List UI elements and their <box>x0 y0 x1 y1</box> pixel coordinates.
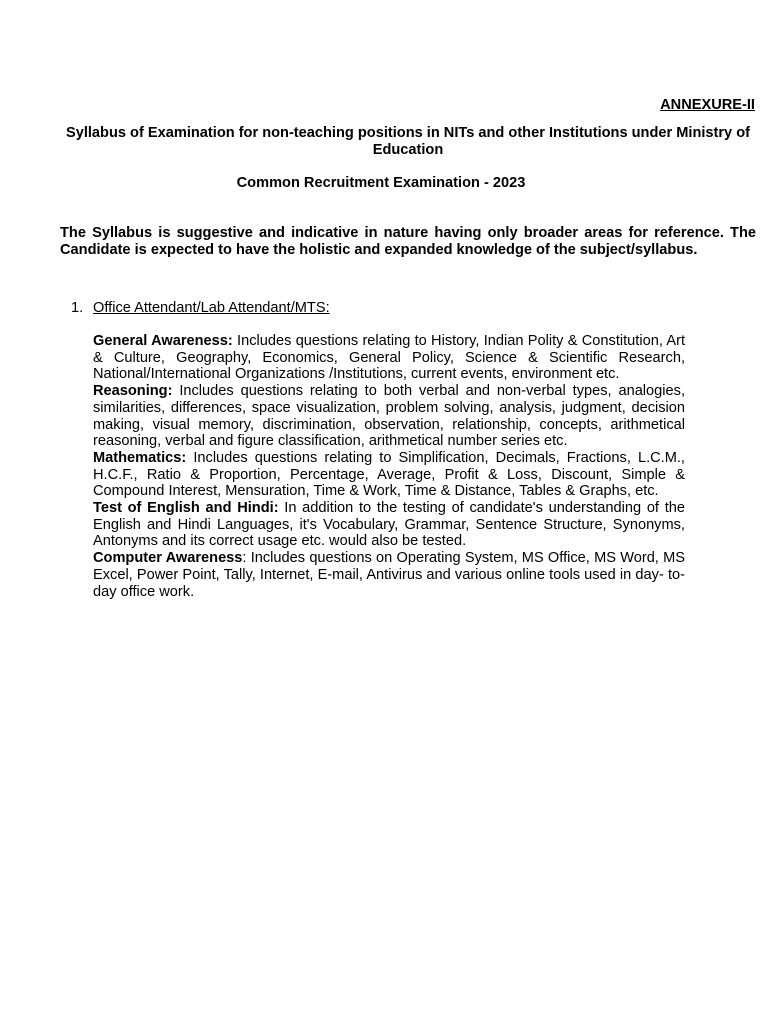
topic-computer-awareness <box>93 550 685 600</box>
topic-title: General Awareness: <box>93 333 233 349</box>
section-title: Office Attendant/Lab Attendant/MTS: <box>93 300 330 316</box>
annexure-label: ANNEXURE-II <box>660 97 755 113</box>
section-content <box>93 333 685 600</box>
topic-title: Test of English and Hindi: <box>93 500 279 517</box>
topic-title: Mathematics: <box>93 449 187 466</box>
topic-text: Includes questions relating to Simplification, Decimals, Fractions, L.C.M., H.C.F., Ratio & Proportion, Percentage, Average, Profit & Loss, Discount, Simple & Compound Interest, Mensuration, Time & Work, Time & Distance, Tables & Graphs, etc. <box>93 449 685 500</box>
topic-reasoning <box>93 383 685 450</box>
section-number: 1. <box>71 300 84 316</box>
section-heading <box>71 300 330 317</box>
document-title: Syllabus of Examination for non-teaching positions in NITs and other Institutions under Ministry of Education <box>65 125 751 158</box>
topic-english-hindi <box>93 500 685 550</box>
topic-title: Reasoning: <box>93 383 173 400</box>
topic-text: Includes questions relating to History, Indian Polity & Constitution, Art & Culture, Geography, Economics, General Policy, Science & Scientific Research, National/International Organizations /Institutions, current events, environment etc. <box>93 333 685 383</box>
intro-paragraph: The Syllabus is suggestive and indicative in nature having only broader areas for reference. The Candidate is expected to have the holistic and expanded knowledge of the subject/syllabus. <box>60 225 756 258</box>
topic-text: In addition to the testing of candidate's understanding of the English and Hindi Languages, it's Vocabulary, Grammar, Sentence Structure, Synonyms, Antonyms and its correct usage etc. would also be tested. <box>93 500 685 550</box>
topic-general-awareness <box>93 333 685 383</box>
topic-text: Includes questions relating to both verbal and non-verbal types, analogies, similarities, differences, space visualization, problem solving, analysis, judgment, decision making, visual memory, discrimination, observation, relationship, concepts, arithmetical reasoning, verbal and figure classification, arithmetical number series etc. <box>93 383 685 450</box>
document-subtitle: Common Recruitment Examination - 2023 <box>236 175 526 191</box>
topic-text: : Includes questions on Operating System, MS Office, MS Word, MS Excel, Power Point, Tally, Internet, E-mail, Antivirus and various online tools used in day- to-day office work. <box>93 550 685 600</box>
topic-title: Computer Awareness <box>93 550 243 567</box>
topic-mathematics <box>93 450 685 500</box>
